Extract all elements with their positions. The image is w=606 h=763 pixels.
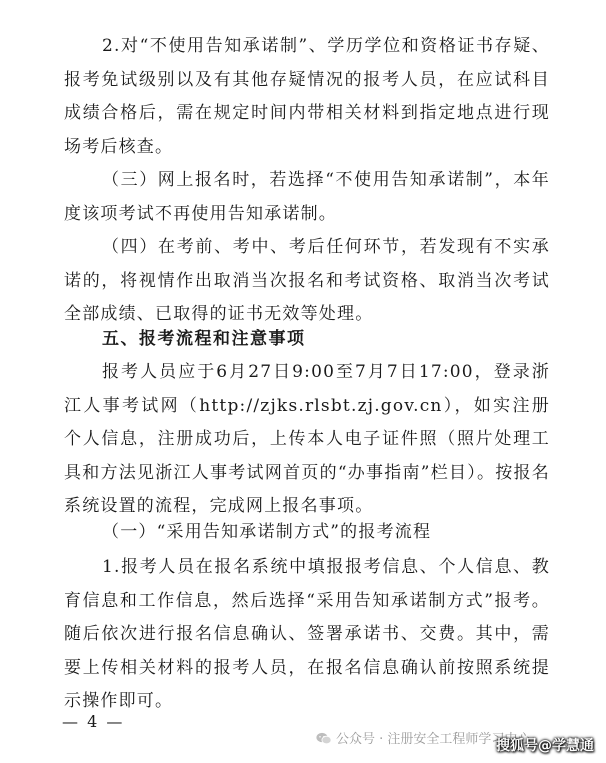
paragraph-item-1-fill-info: 1.报考人员在报名系统中填报报考信息、个人信息、教育信息和工作信息，然后选择“采用告知承诺制方式”报考。随后依次进行报名信息确认、签署承诺书、交费。其中，需要上传相关材料的报考人员，在报名信息确认前按照系统提示操作即可。 — [64, 557, 550, 712]
subheading-commitment-process: （一）“采用告知承诺制方式”的报考流程 — [102, 522, 432, 542]
wechat-icon — [316, 732, 332, 745]
paragraph-section-3-online-registration: （三）网上报名时，若选择“不使用告知承诺制”，本年度该项考试不再使用告知承诺制。 — [64, 170, 550, 224]
page-number: — 4 — — [62, 712, 125, 731]
watermark-text: 搜狐号@学慧通 — [496, 738, 594, 754]
paragraph-item-2-verification: 2.对“不使用告知承诺制”、学历学位和资格证书存疑、报考免试级别以及有其他存疑情况的报考人员，在应试科目成绩合格后，需在规定时间内带相关材料到指定地点进行现场考后核查。 — [64, 36, 550, 157]
footer-source-text: 公众号 · 注册安全工程师学习中心 — [336, 732, 531, 747]
paragraph-section-4-false-commitment: （四）在考前、考中、考后任何环节，若发现有不实承诺的，将视情作出取消当次报名和考试资格、取消当次考试全部成绩、已取得的证书无效等处理。 — [64, 237, 550, 325]
paragraph-registration-period: 报考人员应于6月27日9:00至7月7日17:00，登录浙江人事考试网（http://zjks.rlsbt.zj.gov.cn），如实注册个人信息，注册成功后，上传本人电子证件照（照片处理工具和方法见浙江人事考试网首页的“办事指南”栏目）。按报名系统设置的流程，完成网上报名事项。 — [64, 362, 550, 517]
section-heading-5: 五、报考流程和注意事项 — [102, 329, 306, 349]
